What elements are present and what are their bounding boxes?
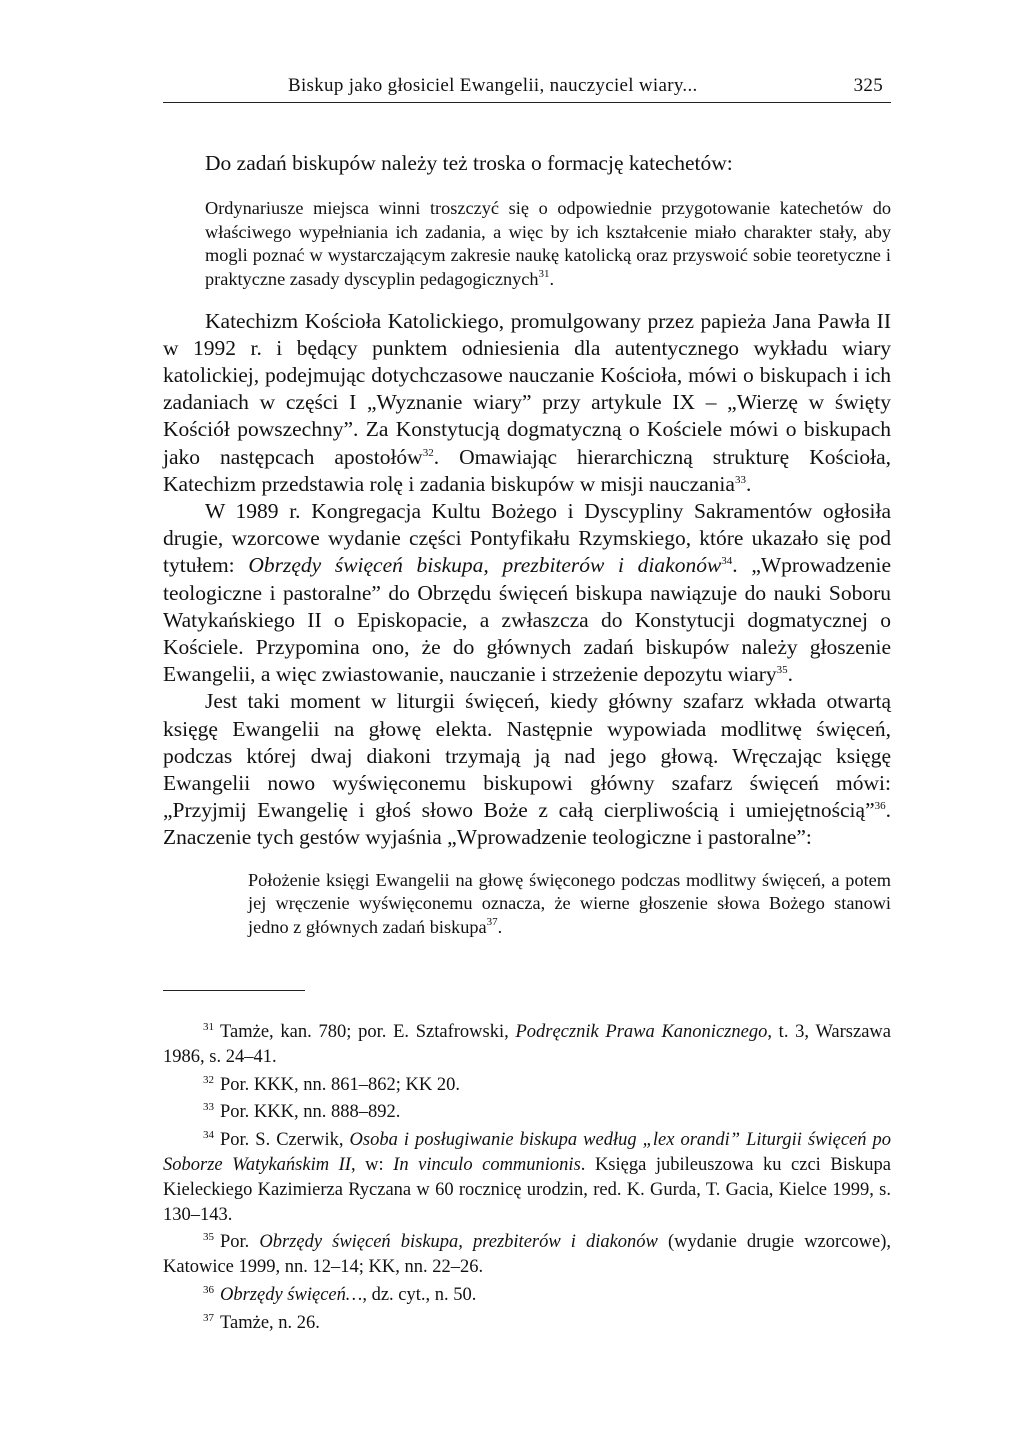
footnote-text: Por. bbox=[220, 1232, 260, 1253]
quote-2-text: Położenie księgi Ewangelii na głowę święconego podczas modlitwy święceń, a potem jej wręczenie wyświęconemu oznacza, że wierne głoszenie słowa Bożego stanowi jedno z głównych zadań biskupa bbox=[248, 869, 891, 937]
footnote-text: , w: bbox=[350, 1154, 394, 1175]
footnote-ref-32: 32 bbox=[422, 446, 434, 459]
page-number: 325 bbox=[853, 75, 883, 96]
footnote-italic: Podręcznik Prawa Kanonicznego bbox=[515, 1022, 768, 1042]
block-quote-1 bbox=[205, 197, 891, 291]
running-header bbox=[163, 72, 891, 103]
footnote-italic: In vinculo communionis bbox=[393, 1154, 581, 1175]
footnote-italic: Obrzędy święceń… bbox=[220, 1284, 363, 1305]
footnote-number: 32 bbox=[203, 1073, 214, 1086]
para4-text-1: Jest taki moment w liturgii święceń, kiedy główny szafarz wkłada otwartą księgę Ewangelii na głowę elekta. Następnie wypowiada modlitwę święceń, podczas której dwaj diakoni trzymają ją nad jego głową. Wręczając księgę Ewangelii nowo wyświęconemu biskupowi główny szafarz święceń mówi: „Przyjmij Ewangelię i głoś słowo Boże z całą cierpliwością i umiejętnością” bbox=[163, 689, 891, 823]
quote-2-end: . bbox=[497, 916, 503, 937]
footnote-33 bbox=[163, 1100, 891, 1125]
footnote-ref-35: 35 bbox=[776, 664, 788, 677]
footnote-number: 34 bbox=[203, 1129, 214, 1142]
footnote-32 bbox=[163, 1073, 891, 1098]
footnote-35 bbox=[163, 1230, 891, 1280]
quote-1-text: Ordynariusze miejsca winni troszczyć się o odpowiednie przygotowanie katechetów do właściwego wypełniania ich zadania, a więc by ich kształcenie miało charakter stały, aby mogli poznać w wystarczającym zakresie naukę katolicką oraz przyswoić sobie teoretyczne i praktyczne zasady dyscyplin pedagogicznych bbox=[205, 198, 891, 289]
para4-text-2: . Znaczenie tych gestów wyjaśnia „Wprowadzenie teologiczne i pastoralne”: bbox=[163, 798, 891, 850]
footnote-text: , t. 3, Warszawa 1986, s. 24–41. bbox=[163, 1022, 891, 1067]
paragraph-intro-text: Do zadań biskupów należy też troska o formację katechetów: bbox=[205, 151, 733, 175]
footnote-ref-31: 31 bbox=[538, 267, 550, 280]
footnote-text: , dz. cyt., n. 50. bbox=[362, 1284, 477, 1305]
para2-text-2: . Omawiając hierarchiczną strukturę Kościoła, Katechizm przedstawia rolę i zadania biskupów w misji nauczania bbox=[163, 444, 891, 496]
footnote-31 bbox=[163, 1020, 891, 1070]
footnote-number: 36 bbox=[203, 1283, 214, 1296]
footnote-text: Por. S. Czerwik, bbox=[220, 1130, 350, 1151]
footnotes bbox=[163, 1020, 891, 1339]
footnote-37 bbox=[163, 1311, 891, 1336]
para2-text-1: Katechizm Kościoła Katolickiego, promulgowany przez papieża Jana Pawła II w 1992 r. i będący punktem odniesienia dla autentycznego wykładu wiary katolickiej, podejmując dotychczasowe nauczanie Kościoła, mówi o biskupach i ich zadaniach w części I „Wyznanie wiary” przy artykule IX – „Wierzę w święty Kościół powszechny”. Za Konstytucją dogmatyczną o Kościele mówi o biskupach jako następcach apostołów bbox=[163, 308, 891, 469]
main-text bbox=[163, 150, 891, 939]
block-quote-2 bbox=[248, 869, 891, 940]
footnote-text: Por. KKK, nn. 861–862; KK 20. bbox=[220, 1074, 460, 1095]
footnote-number: 33 bbox=[203, 1101, 214, 1114]
paragraph-liturgia bbox=[163, 688, 891, 851]
footnote-text: . Księga jubileuszowa ku czci Biskupa Kieleckiego Kazimierza Ryczana w 60 rocznicę urodzin, red. K. Gurda, T. Gacia, Kielce 1999, s. 130–143. bbox=[163, 1154, 892, 1225]
footnote-text: Tamże, n. 26. bbox=[220, 1312, 320, 1333]
para2-text-3: . bbox=[745, 471, 752, 496]
running-header-title: Biskup jako głosiciel Ewangelii, nauczyciel wiary... bbox=[288, 75, 698, 96]
footnote-ref-33: 33 bbox=[734, 473, 746, 486]
para3-text-2: . „Wprowadzenie teologiczne i pastoralne” do Obrzędu święceń biskupa nawiązuje do nauki Soboru Watykańskiego II o Episkopacie, a zwłaszcza do Konstytucji dogmatycznej o Kościele. Przypomina ono, że do głównych zadań biskupów należy głoszenie Ewangelii, a więc zwiastowanie, nauczanie i strzeżenie depozytu wiary bbox=[163, 553, 891, 687]
footnote-ref-37: 37 bbox=[486, 915, 498, 928]
footnote-number: 35 bbox=[203, 1231, 214, 1244]
footnote-text: (wydanie drugie wzorcowe), Katowice 1999, nn. 12–14; KK, nn. 22–26. bbox=[163, 1232, 891, 1278]
quote-1-end: . bbox=[549, 268, 555, 289]
footnote-number: 31 bbox=[203, 1021, 214, 1033]
footnote-italic: Osoba i posługiwanie biskupa według „lex orandi” Liturgii święceń po Soborze Watykańskim II bbox=[163, 1130, 892, 1175]
footnote-number: 37 bbox=[203, 1311, 214, 1324]
footnote-italic: Obrzędy święceń biskupa, prezbiterów i diakonów bbox=[259, 1232, 658, 1253]
footnote-ref-34: 34 bbox=[721, 555, 733, 568]
footnote-text: Por. KKK, nn. 888–892. bbox=[220, 1102, 401, 1123]
para3-text-3: . bbox=[787, 662, 794, 687]
footnote-ref-36: 36 bbox=[874, 800, 886, 813]
footnote-separator bbox=[163, 990, 305, 991]
footnote-34 bbox=[163, 1128, 891, 1227]
para3-text-1: W 1989 r. Kongregacja Kultu Bożego i Dyscypliny Sakramentów ogłosiła drugie, wzorcowe wydanie części Pontyfikału Rzymskiego, które ukazało się pod tytułem: bbox=[163, 499, 891, 578]
paragraph-katechizm bbox=[163, 308, 891, 498]
para3-italic-title: Obrzędy święceń biskupa, prezbiterów i diakonów bbox=[248, 553, 722, 578]
footnote-36 bbox=[163, 1283, 891, 1308]
paragraph-intro bbox=[163, 150, 891, 177]
footnote-text: Tamże, kan. 780; por. E. Sztafrowski, bbox=[220, 1022, 516, 1042]
paragraph-kongregacja bbox=[163, 498, 891, 688]
